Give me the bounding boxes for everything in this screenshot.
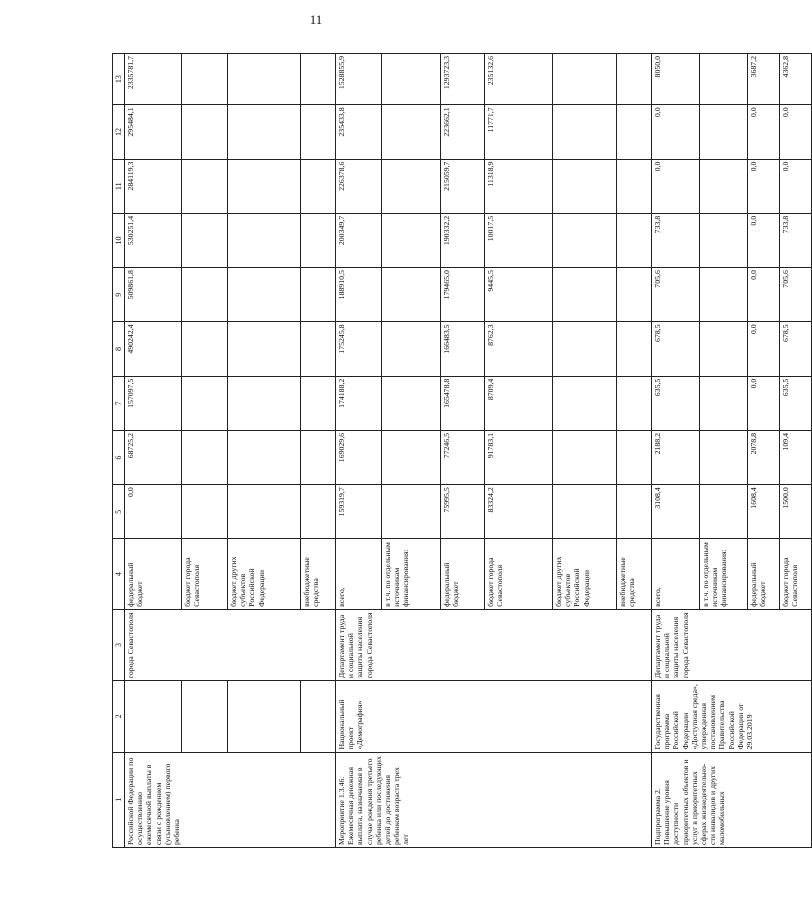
value-cell: 678,5 — [780, 322, 812, 376]
value-cell: 159319,7 — [336, 485, 382, 539]
value-cell — [228, 322, 301, 376]
cell-col3: Департамент труда и социальной защиты населения города Севастополя — [652, 609, 812, 680]
value-cell: 166483,5 — [441, 322, 485, 376]
source-cell: в т.ч. по отдельным источникам финансирования: — [700, 539, 748, 609]
header-cell: 5 — [113, 485, 125, 539]
value-cell — [382, 322, 441, 376]
value-cell: 109,4 — [780, 430, 812, 484]
value-cell: 215059,7 — [441, 159, 485, 213]
value-cell: 0,0 — [652, 159, 700, 213]
value-cell: 1528855,9 — [336, 54, 382, 105]
value-cell: 295484,1 — [125, 105, 182, 159]
value-cell: 0,0 — [748, 376, 780, 430]
value-cell — [700, 430, 748, 484]
value-cell — [553, 376, 617, 430]
value-cell — [553, 268, 617, 322]
value-cell — [228, 485, 301, 539]
value-cell: 2188,2 — [652, 430, 700, 484]
source-cell: бюджет города Севастополя — [182, 539, 228, 609]
value-cell — [553, 159, 617, 213]
value-cell: 0,0 — [125, 485, 182, 539]
value-cell — [700, 268, 748, 322]
value-cell — [700, 54, 748, 105]
source-cell: федеральный бюджет — [441, 539, 485, 609]
value-cell — [182, 430, 228, 484]
table-row — [125, 54, 182, 848]
value-cell: 169029,6 — [336, 430, 382, 484]
budget-table — [112, 53, 812, 848]
value-cell: 0,0 — [652, 105, 700, 159]
value-cell: 235433,8 — [336, 105, 382, 159]
value-cell — [228, 268, 301, 322]
value-cell: 0,0 — [780, 105, 812, 159]
value-cell — [125, 681, 182, 752]
value-cell: 188910,5 — [336, 268, 382, 322]
value-cell: 91783,1 — [485, 430, 553, 484]
source-cell: бюджет города Севастополя — [780, 539, 812, 609]
value-cell — [382, 213, 441, 267]
value-cell — [553, 213, 617, 267]
value-cell — [301, 54, 336, 105]
value-cell: 10017,5 — [485, 213, 553, 267]
header-cell: 4 — [113, 539, 125, 609]
value-cell: 165478,8 — [441, 376, 485, 430]
source-cell: федеральный бюджет — [125, 539, 182, 609]
value-cell — [617, 430, 652, 484]
value-cell: 2078,8 — [748, 430, 780, 484]
value-cell: 8050,0 — [652, 54, 700, 105]
value-cell — [553, 322, 617, 376]
cell-col3: города Севастополя — [125, 609, 336, 680]
value-cell — [228, 159, 301, 213]
table-row — [336, 54, 382, 848]
source-cell: всего, — [652, 539, 700, 609]
value-cell — [301, 159, 336, 213]
value-cell — [617, 376, 652, 430]
source-cell: внебюджетные средства — [617, 539, 652, 609]
value-cell — [228, 430, 301, 484]
value-cell — [553, 54, 617, 105]
value-cell: 0,0 — [748, 159, 780, 213]
value-cell — [382, 268, 441, 322]
header-cell: 11 — [113, 159, 125, 213]
value-cell: 75995,5 — [441, 485, 485, 539]
value-cell — [228, 105, 301, 159]
value-cell — [700, 159, 748, 213]
value-cell: 678,5 — [652, 322, 700, 376]
value-cell: 9445,5 — [485, 268, 553, 322]
rotated-table-wrapper — [112, 53, 800, 848]
header-cell: 7 — [113, 376, 125, 430]
value-cell: 11771,7 — [485, 105, 553, 159]
value-cell: 179465,0 — [441, 268, 485, 322]
value-cell — [617, 485, 652, 539]
value-cell — [617, 54, 652, 105]
value-cell: 8709,4 — [485, 376, 553, 430]
table-row — [228, 54, 301, 848]
value-cell — [301, 268, 336, 322]
value-cell: 77246,5 — [441, 430, 485, 484]
value-cell: 223662,1 — [441, 105, 485, 159]
header-cell: 1 — [113, 752, 125, 847]
value-cell — [182, 54, 228, 105]
value-cell: 635,5 — [652, 376, 700, 430]
header-cell: 13 — [113, 54, 125, 105]
value-cell: 200349,7 — [336, 213, 382, 267]
value-cell: 284119,3 — [125, 159, 182, 213]
cell-col3: Департамент труда и социальной защиты населения города Севастополя — [336, 609, 652, 680]
value-cell — [382, 54, 441, 105]
value-cell — [617, 105, 652, 159]
value-cell — [700, 105, 748, 159]
value-cell: 705,6 — [652, 268, 700, 322]
value-cell: 190332,2 — [441, 213, 485, 267]
value-cell: 635,5 — [780, 376, 812, 430]
value-cell: 530251,4 — [125, 213, 182, 267]
cell-col1: Мероприятие 1.3.46. Ежемесячная денежная выплата, назначаемая в случае рождения третьего ребенка или последующих детей до достижения ребенком возраста трех лет — [336, 752, 652, 847]
value-cell — [553, 105, 617, 159]
value-cell: 11318,9 — [485, 159, 553, 213]
value-cell: 3108,4 — [652, 485, 700, 539]
value-cell: 175245,8 — [336, 322, 382, 376]
value-cell — [382, 105, 441, 159]
cell-col2: Государственная программа Российской Федерации «Доступная среда», утвержденная постановлением Правительства Российской Федерации от 29.03.2019 — [652, 681, 812, 752]
value-cell: 68725,2 — [125, 430, 182, 484]
value-cell: 174188,2 — [336, 376, 382, 430]
source-cell: внебюджетные средства — [301, 539, 336, 609]
value-cell — [228, 376, 301, 430]
value-cell — [182, 681, 228, 752]
value-cell — [301, 322, 336, 376]
source-cell: бюджет других субъектов Российской Федерации — [228, 539, 301, 609]
value-cell: 4362,8 — [780, 54, 812, 105]
cell-col2: Национальный проект «Демография» — [336, 681, 652, 752]
cell-col1: Подпрограмма 2. Повышение уровня доступности приоритетных объектов и услуг в приоритетных сферах жизнедеятельно-сти инвалидов и других маломобильных — [652, 752, 812, 847]
source-cell: всего, — [336, 539, 382, 609]
value-cell — [301, 430, 336, 484]
value-cell: 509861,8 — [125, 268, 182, 322]
value-cell — [228, 54, 301, 105]
value-cell: 2335781,7 — [125, 54, 182, 105]
header-cell: 8 — [113, 322, 125, 376]
value-cell — [301, 485, 336, 539]
value-cell — [182, 376, 228, 430]
source-cell: федеральный бюджет — [748, 539, 780, 609]
value-cell — [301, 376, 336, 430]
value-cell — [182, 159, 228, 213]
value-cell — [301, 681, 336, 752]
value-cell — [182, 213, 228, 267]
value-cell — [700, 376, 748, 430]
value-cell — [700, 322, 748, 376]
table-row — [301, 54, 336, 848]
value-cell: 226378,6 — [336, 159, 382, 213]
value-cell: 235132,6 — [485, 54, 553, 105]
value-cell: 1608,4 — [748, 485, 780, 539]
value-cell: 0,0 — [780, 159, 812, 213]
header-cell: 2 — [113, 681, 125, 752]
value-cell — [182, 105, 228, 159]
value-cell — [301, 105, 336, 159]
value-cell — [182, 485, 228, 539]
value-cell — [228, 213, 301, 267]
value-cell — [228, 681, 301, 752]
source-cell: бюджет города Севастополя — [485, 539, 553, 609]
value-cell — [553, 485, 617, 539]
value-cell: 83324,2 — [485, 485, 553, 539]
value-cell: 157097,5 — [125, 376, 182, 430]
source-cell: в т.ч. по отдельным источникам финансирования: — [382, 539, 441, 609]
value-cell — [700, 485, 748, 539]
value-cell — [382, 485, 441, 539]
value-cell — [617, 213, 652, 267]
value-cell — [553, 430, 617, 484]
header-cell: 10 — [113, 213, 125, 267]
header-cell: 12 — [113, 105, 125, 159]
value-cell: 1500,0 — [780, 485, 812, 539]
value-cell — [382, 430, 441, 484]
table-row — [652, 54, 700, 848]
page-number: 11 — [309, 12, 323, 27]
value-cell: 0,0 — [748, 105, 780, 159]
value-cell: 733,8 — [780, 213, 812, 267]
value-cell — [617, 268, 652, 322]
value-cell: 0,0 — [748, 213, 780, 267]
value-cell — [301, 213, 336, 267]
value-cell: 490242,4 — [125, 322, 182, 376]
value-cell — [382, 159, 441, 213]
value-cell: 1293723,3 — [441, 54, 485, 105]
value-cell — [182, 268, 228, 322]
value-cell — [700, 213, 748, 267]
value-cell — [382, 376, 441, 430]
table-header-row — [113, 54, 125, 848]
value-cell — [182, 322, 228, 376]
value-cell — [617, 159, 652, 213]
header-cell: 3 — [113, 609, 125, 680]
value-cell: 8762,3 — [485, 322, 553, 376]
value-cell: 705,6 — [780, 268, 812, 322]
value-cell: 733,8 — [652, 213, 700, 267]
value-cell: 0,0 — [748, 322, 780, 376]
header-cell: 6 — [113, 430, 125, 484]
value-cell — [617, 322, 652, 376]
value-cell: 0,0 — [748, 268, 780, 322]
header-cell: 9 — [113, 268, 125, 322]
value-cell: 3687,2 — [748, 54, 780, 105]
table-row — [182, 54, 228, 848]
cell-col1: Российской Федерации по осуществлению ежемесячной выплаты в связи с рождением (усыновлением) первого ребенка — [125, 752, 336, 847]
source-cell: бюджет других субъектов Российской Федерации — [553, 539, 617, 609]
